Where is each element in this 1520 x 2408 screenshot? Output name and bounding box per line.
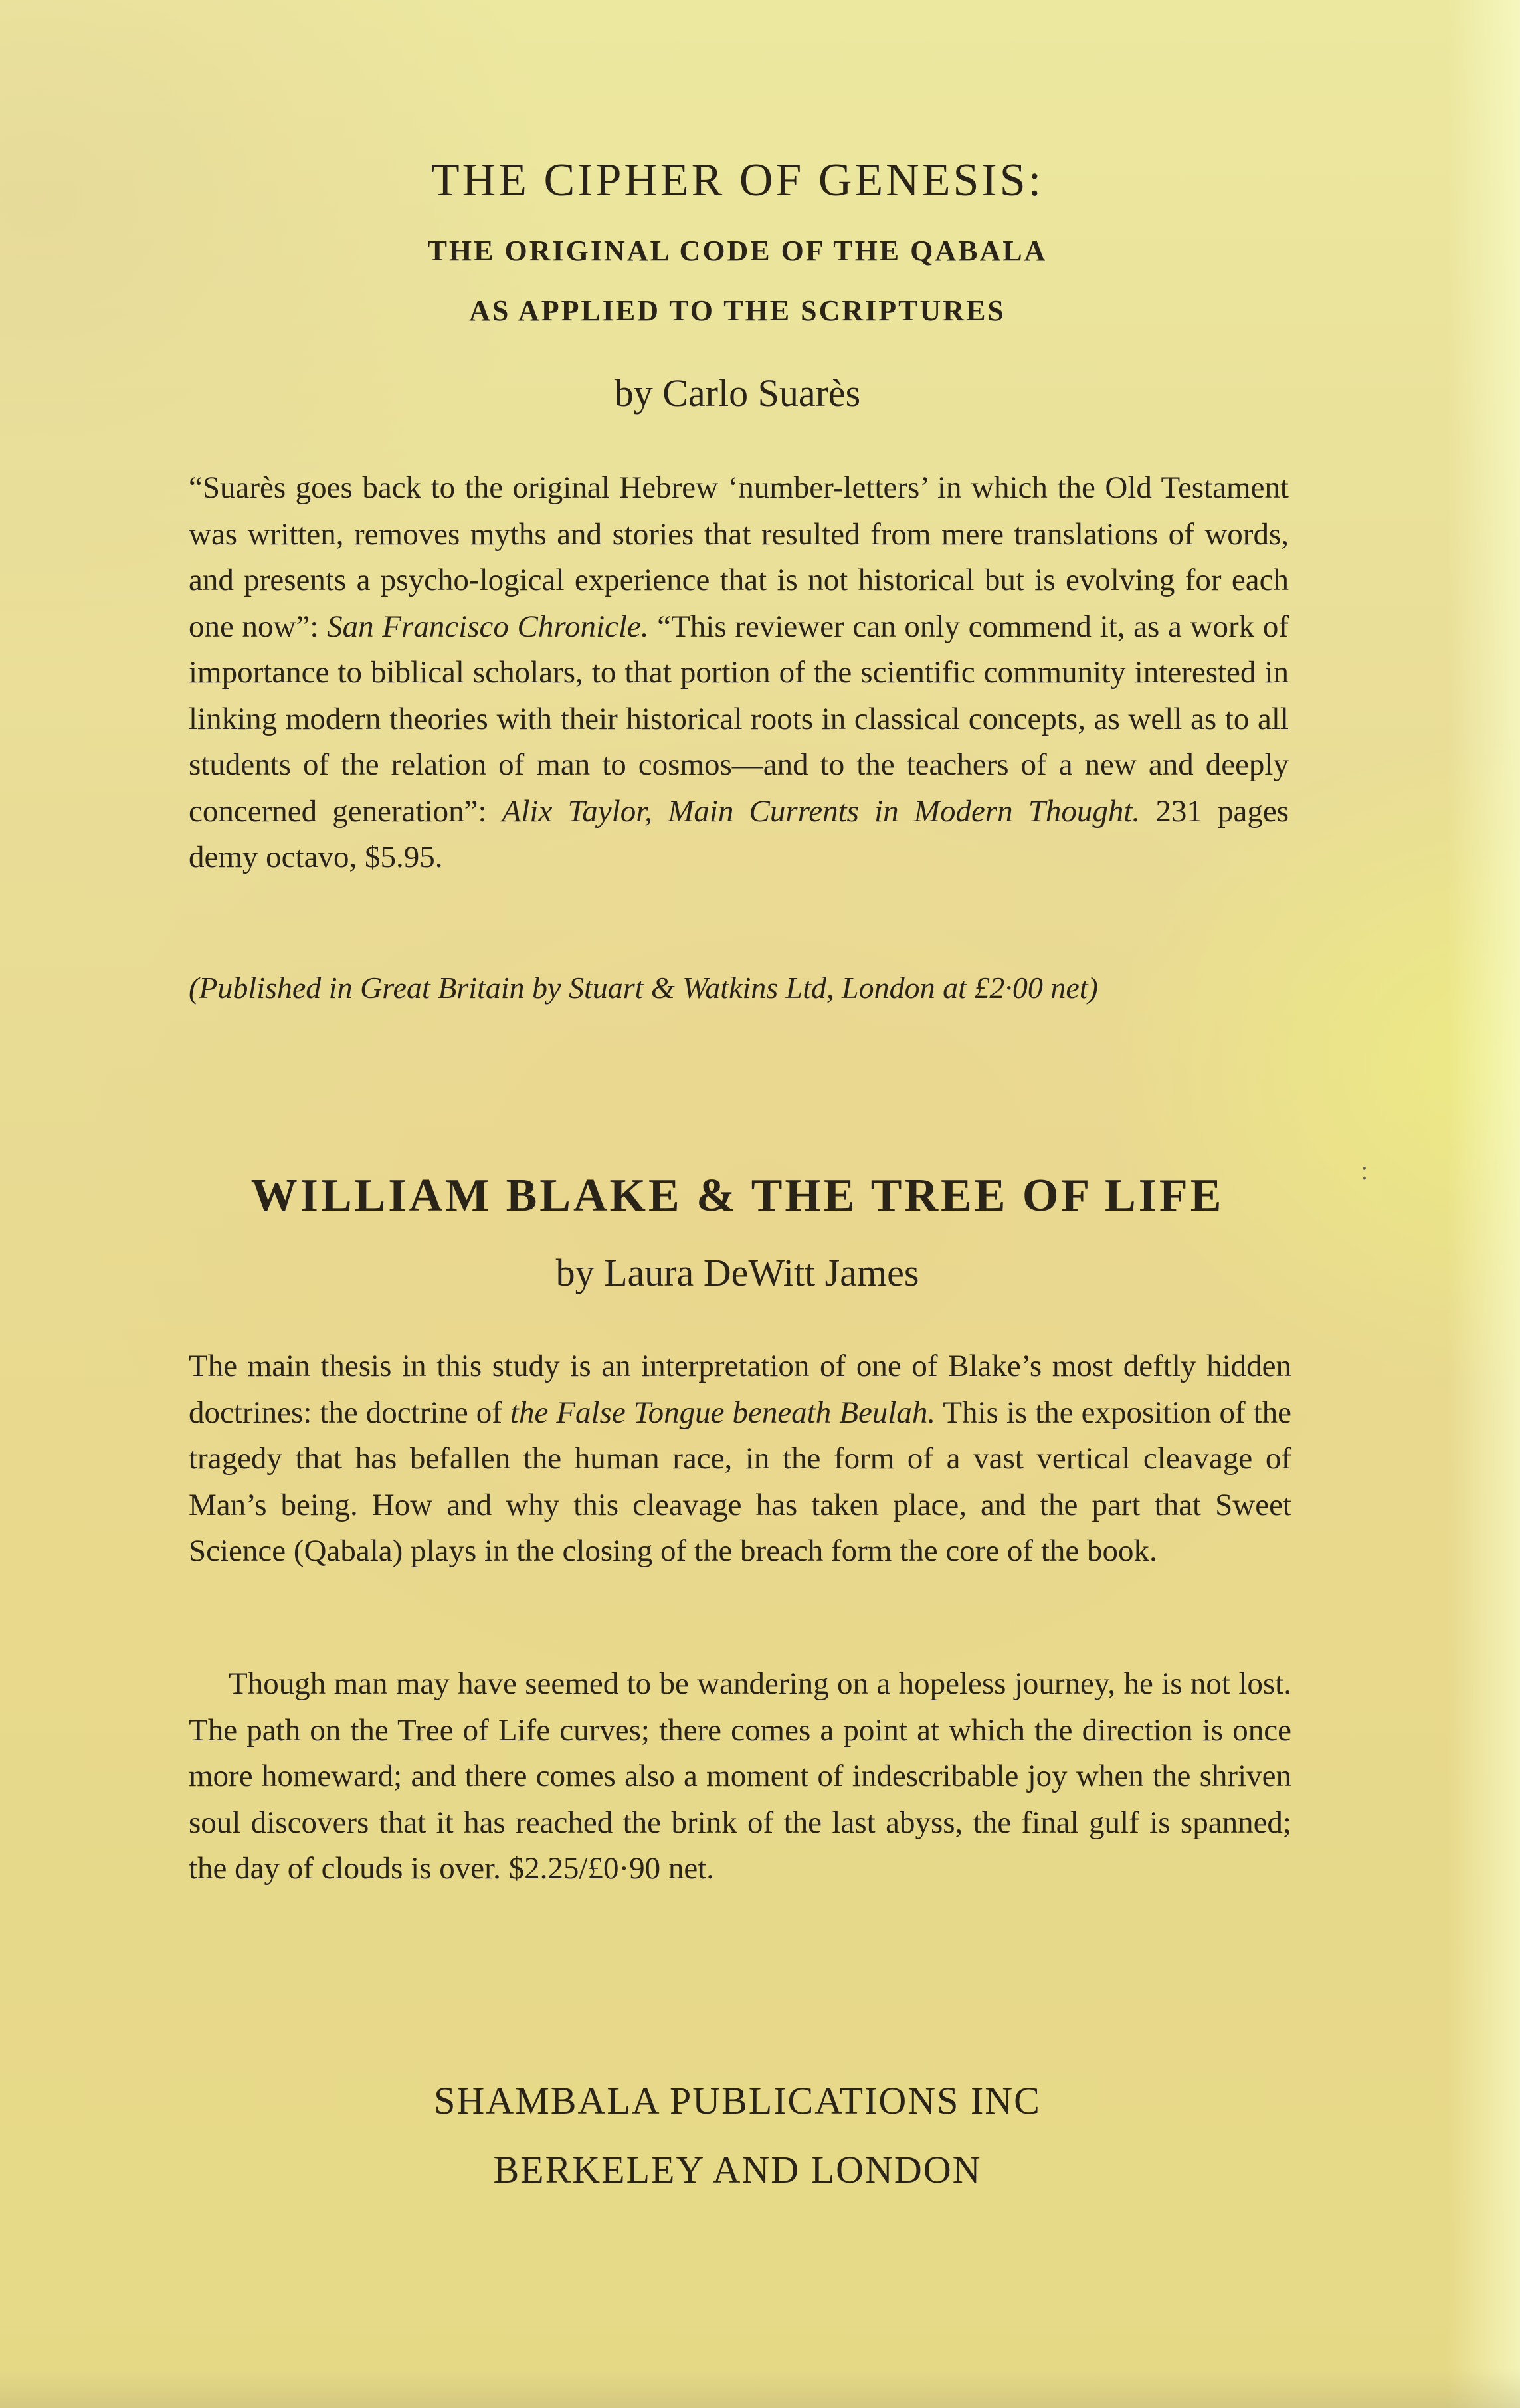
book1-review-paragraph (189, 465, 1289, 881)
book1-author: by Carlo Suarès (614, 371, 861, 415)
book1-details: 231 pages demy octavo, $5.95. (189, 793, 1289, 874)
book2-title: WILLIAM BLAKE & THE TREE OF LIFE (250, 1170, 1224, 1221)
publisher-location: BERKELEY AND LONDON (493, 2148, 982, 2191)
review-source-1: San Francisco Chronicle. (327, 609, 649, 644)
book2-para1-text-a: The main thesis in this study is an interpretation of one of Blake’s most deftly hidden doctrines: the doctrine of (189, 1349, 1291, 1430)
publisher-name: SHAMBALA PUBLICATIONS INC (434, 2079, 1041, 2122)
colon-mark-icon: : (1361, 1155, 1369, 1185)
book1-subtitle-line1: THE ORIGINAL CODE OF THE QABALA (427, 235, 1048, 267)
book2-description-paragraph-1 (189, 1344, 1291, 1575)
book2-para1-italic: the False Tongue beneath Beulah. (510, 1395, 936, 1430)
review-source-2: Alix Taylor, Main Currents in Modern Thought. (502, 793, 1141, 829)
book2-para1-text-b: This is the exposition of the tragedy that has befallen the human race, in the form of a vast vertical cleavage of Man’s being. How and why this cleavage has taken place, and the part that Sweet Science (Qabala) plays in the closing of the breach form the core of the book. (189, 1395, 1292, 1568)
paper-edge-highlight (1447, 0, 1520, 2408)
book2-author: by Laura DeWitt James (555, 1251, 919, 1294)
paper-edge-shadow (0, 2368, 1520, 2408)
review-quote-part1: “Suarès goes back to the original Hebrew ‘number-letters’ in which the Old Testament was written, removes myths and stories that resulted from mere translations of words, and presents a psycho-logical experience that is not historical but is evolving for each one now”: (189, 470, 1289, 644)
book2-description-paragraph-2: Though man may have seemed to be wandering on a hopeless journey, he is not lost. The path on the Tree of Life curves; there comes a point at which the direction is once more homeward; and there comes also a moment of indescribable joy when the shriven soul discovers that it has reached the brink of the last abyss, the final gulf is spanned; the day of clouds is over. $2.25/£0·90 net. (189, 1666, 1291, 1886)
book1-subtitle-line2: AS APPLIED TO THE SCRIPTURES (469, 294, 1006, 327)
book1-title: THE CIPHER OF GENESIS: (430, 155, 1044, 206)
book1-uk-note: (Published in Great Britain by Stuart & Watkins Ltd, London at £2·00 net) (189, 971, 1098, 1005)
review-quote-part2: “This reviewer can only commend it, as a work of importance to biblical scholars, to that portion of the scientific community interested in linking modern theories with their historical roots in classical concepts, as well as to all students of the relation of man to cosmos—and to the teachers of a new and deeply concerned generation”: (189, 609, 1289, 829)
